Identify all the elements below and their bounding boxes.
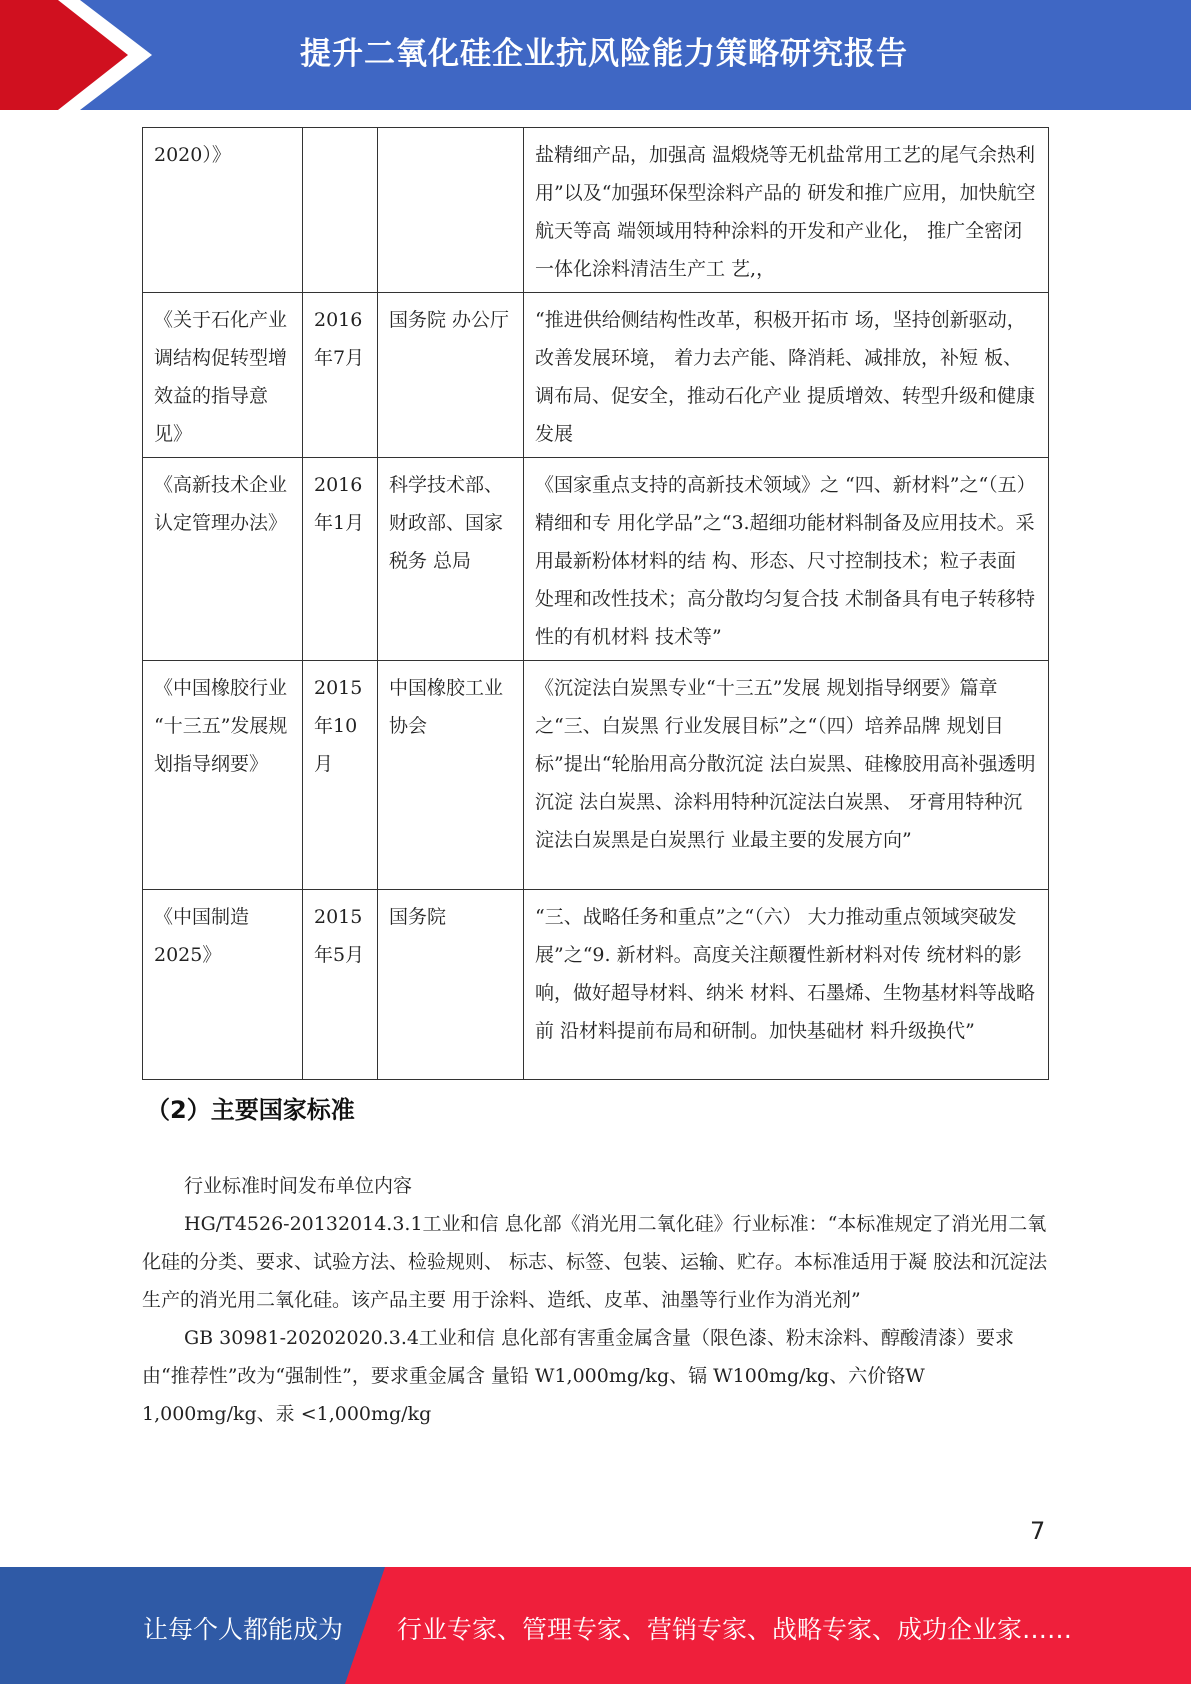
policy-issuer-cell — [378, 128, 524, 293]
policy-issuer-cell: 国务院 — [378, 890, 524, 1080]
page-number: 7 — [1030, 1517, 1046, 1545]
footer-slogan-right: 行业专家、管理专家、营销专家、战略专家、成功企业家…… — [397, 1615, 1073, 1644]
policy-date-cell: 2015年10月 — [303, 661, 378, 890]
policy-name-cell: 《高新技术企业 认定管理办法》 — [143, 458, 303, 661]
table-row — [143, 128, 1049, 293]
policy-content-cell: “三、战略任务和重点”之“（六） 大力推动重点领域突破发展”之“9. 新材料。高度关注颠覆性新材料对传 统材料的影响，做好超导材料、纳米 材料、石墨烯、生物基材料等战略前 沿材料提前布局和研制。加快基础材 料升级换代” — [524, 890, 1049, 1080]
policy-content-cell: 《沉淀法白炭黑专业“十三五”发展 规划指导纲要》篇章之“三、白炭黑 行业发展目标”之“（四）培养品牌 规划目标”提出“轮胎用高分散沉淀 法白炭黑、硅橡胶用高补强透明沉淀 法白炭黑、涂料用特种沉淀法白炭黑、 牙膏用特种沉淀法白炭黑是白炭黑行 业最主要的发展方向” — [524, 661, 1049, 890]
policy-issuer-cell: 科学技术部、 财政部、国家 税务 总局 — [378, 458, 524, 661]
policy-name-cell: 《关于石化产业 调结构促转型增 效益的指导意见》 — [143, 293, 303, 458]
policy-date-cell: 2015年5月 — [303, 890, 378, 1080]
report-title: 提升二氧化硅企业抗风险能力策略研究报告 — [300, 36, 908, 72]
policy-table — [142, 127, 1049, 1080]
policy-date-cell — [303, 128, 378, 293]
table-row — [143, 293, 1049, 458]
policy-date-cell: 2016年1月 — [303, 458, 378, 661]
standard-paragraph: GB 30981-20202020.3.4工业和信 息化部有害重金属含量（限色漆、粉末涂料、醇酸清漆）要求由“推荐性”改为“强制性”，要求重金属含 量铅 W1,000mg/kg、镉 W100mg/kg、六价铬W 1,000mg/kg、汞 <1,000mg/kg — [142, 1327, 1015, 1425]
footer-slogan-left: 让每个人都能成为 — [143, 1615, 344, 1644]
policy-name-cell: 2020）》 — [143, 128, 303, 293]
header-red-block — [0, 0, 150, 110]
policy-content-cell: 《国家重点支持的高新技术领域》之 “四、新材料”之“（五）精细和专 用化学品”之“3.超细功能材料制备及应用技术。采用最新粉体材料的结 构、形态、尺寸控制技术；粒子表面 处理和改性技术；高分散均匀复合技 术制备具有电子转移特性的有机材料 技术等” — [524, 458, 1049, 661]
policy-content-cell: 盐精细产品，加强高 温煅烧等无机盐常用工艺的尾气余热利用”以及“加强环保型涂料产品的 研发和推广应用，加快航空航天等高 端领域用特种涂料的开发和产业化， 推广全密闭一体化涂料清洁生产工 艺,， — [524, 128, 1049, 293]
page-footer — [0, 1567, 1191, 1684]
table-row — [143, 890, 1049, 1080]
table-row — [143, 458, 1049, 661]
policy-date-cell: 2016年7月 — [303, 293, 378, 458]
standards-body — [142, 1167, 1049, 1433]
policy-name-cell: 《中国制造2025》 — [143, 890, 303, 1080]
standard-paragraph: HG/T4526-20132014.3.1工业和信 息化部《消光用二氧化硅》行业标准：“本标准规定了消光用二氧化硅的分类、要求、试验方法、检验规则、 标志、标签、包装、运输、贮存。本标准适用于凝 胶法和沉淀法生产的消光用二氧化硅。该产品主要 用于涂料、造纸、皮革、油墨等行业作为消光剂” — [142, 1213, 1048, 1311]
section-heading: （2）主要国家标准 — [146, 1096, 355, 1124]
standards-header-line: 行业标准时间发布单位内容 — [184, 1175, 413, 1197]
policy-issuer-cell: 国务院 办公厅 — [378, 293, 524, 458]
policy-name-cell: 《中国橡胶行业 “十三五”发展规划指导纲要》 — [143, 661, 303, 890]
policy-issuer-cell: 中国橡胶工业 协会 — [378, 661, 524, 890]
table-row — [143, 661, 1049, 890]
policy-content-cell: “推进供给侧结构性改革，积极开拓市 场，坚持创新驱动，改善发展环境， 着力去产能、降消耗、减排放，补短 板、调布局、促安全，推动石化产业 提质增效、转型升级和健康发展 — [524, 293, 1049, 458]
page-header — [0, 0, 1191, 110]
